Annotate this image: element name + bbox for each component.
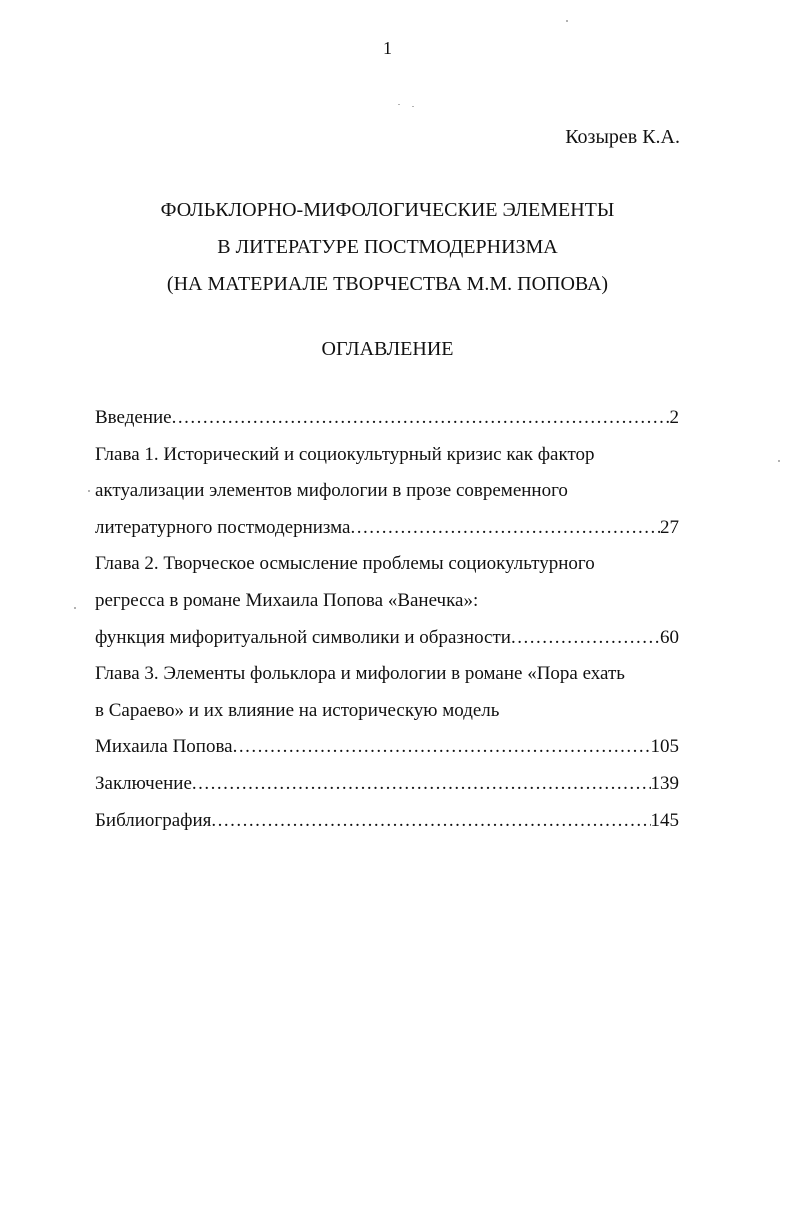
toc-entry-chapter-1-line: актуализации элементов мифологии в прозе современного <box>95 480 568 502</box>
scan-speck <box>88 490 90 492</box>
scan-speck <box>398 104 400 105</box>
toc-entry-title: Михаила Попова <box>95 736 233 758</box>
toc-entry-chapter-2-line: Глава 2. Творческое осмысление проблемы социокультурного <box>95 553 595 575</box>
toc-entry-chapter-3-line: в Сараево» и их влияние на историческую модель <box>95 699 500 721</box>
title-line: (НА МАТЕРИАЛЕ ТВОРЧЕСТВА М.М. ПОПОВА) <box>166 273 609 295</box>
toc-leader-dots <box>172 400 670 437</box>
document-title <box>0 192 775 303</box>
toc-page-number: 105 <box>650 736 679 758</box>
toc-page-number: 60 <box>660 626 679 648</box>
toc-page-number: 139 <box>650 772 679 794</box>
table-of-contents <box>95 400 679 839</box>
toc-entry-title: Введение <box>95 407 172 428</box>
toc-leader-dots <box>192 766 651 803</box>
toc-entry-chapter-3-line: Глава 3. Элементы фольклора и мифологии в романе «Пора ехать <box>95 663 625 685</box>
toc-page-number: 145 <box>650 809 679 831</box>
toc-heading: ОГЛАВЛЕНИЕ <box>321 338 454 360</box>
toc-leader-dots <box>350 510 660 547</box>
toc-entry-bibliography <box>95 803 679 840</box>
scan-speck <box>412 106 414 107</box>
title-line: ФОЛЬКЛОРНО-МИФОЛОГИЧЕСКИЕ ЭЛЕМЕНТЫ <box>160 199 615 221</box>
toc-entry-title: Библиография <box>95 809 212 831</box>
toc-page-number: 2 <box>669 407 679 428</box>
toc-entry-chapter-1 <box>95 510 679 547</box>
toc-entry-chapter-2-line: регресса в романе Михаила Попова «Ванечка»: <box>95 589 479 611</box>
toc-entry-chapter-1-line: Глава 1. Исторический и социокультурный кризис как фактор <box>95 443 595 465</box>
toc-entry-title: Заключение <box>95 772 192 794</box>
toc-leader-dots <box>511 620 660 657</box>
scan-speck <box>778 460 780 462</box>
toc-entry-conclusion <box>95 766 679 803</box>
scan-speck <box>74 607 76 609</box>
toc-page-number: 27 <box>660 516 679 538</box>
toc-entry-chapter-2 <box>95 620 679 657</box>
author-name: Козырев К.А. <box>565 126 680 148</box>
scan-speck <box>566 20 568 22</box>
toc-entry-introduction <box>95 400 679 437</box>
toc-entry-title: функция мифоритуальной символики и образности <box>95 626 511 648</box>
toc-leader-dots <box>211 803 650 840</box>
toc-entry-title: литературного постмодернизма <box>95 516 351 538</box>
toc-leader-dots <box>233 729 651 766</box>
page-number: 1 <box>383 38 392 58</box>
toc-entry-chapter-3 <box>95 729 679 766</box>
title-line: В ЛИТЕРАТУРЕ ПОСТМОДЕРНИЗМА <box>217 236 558 258</box>
